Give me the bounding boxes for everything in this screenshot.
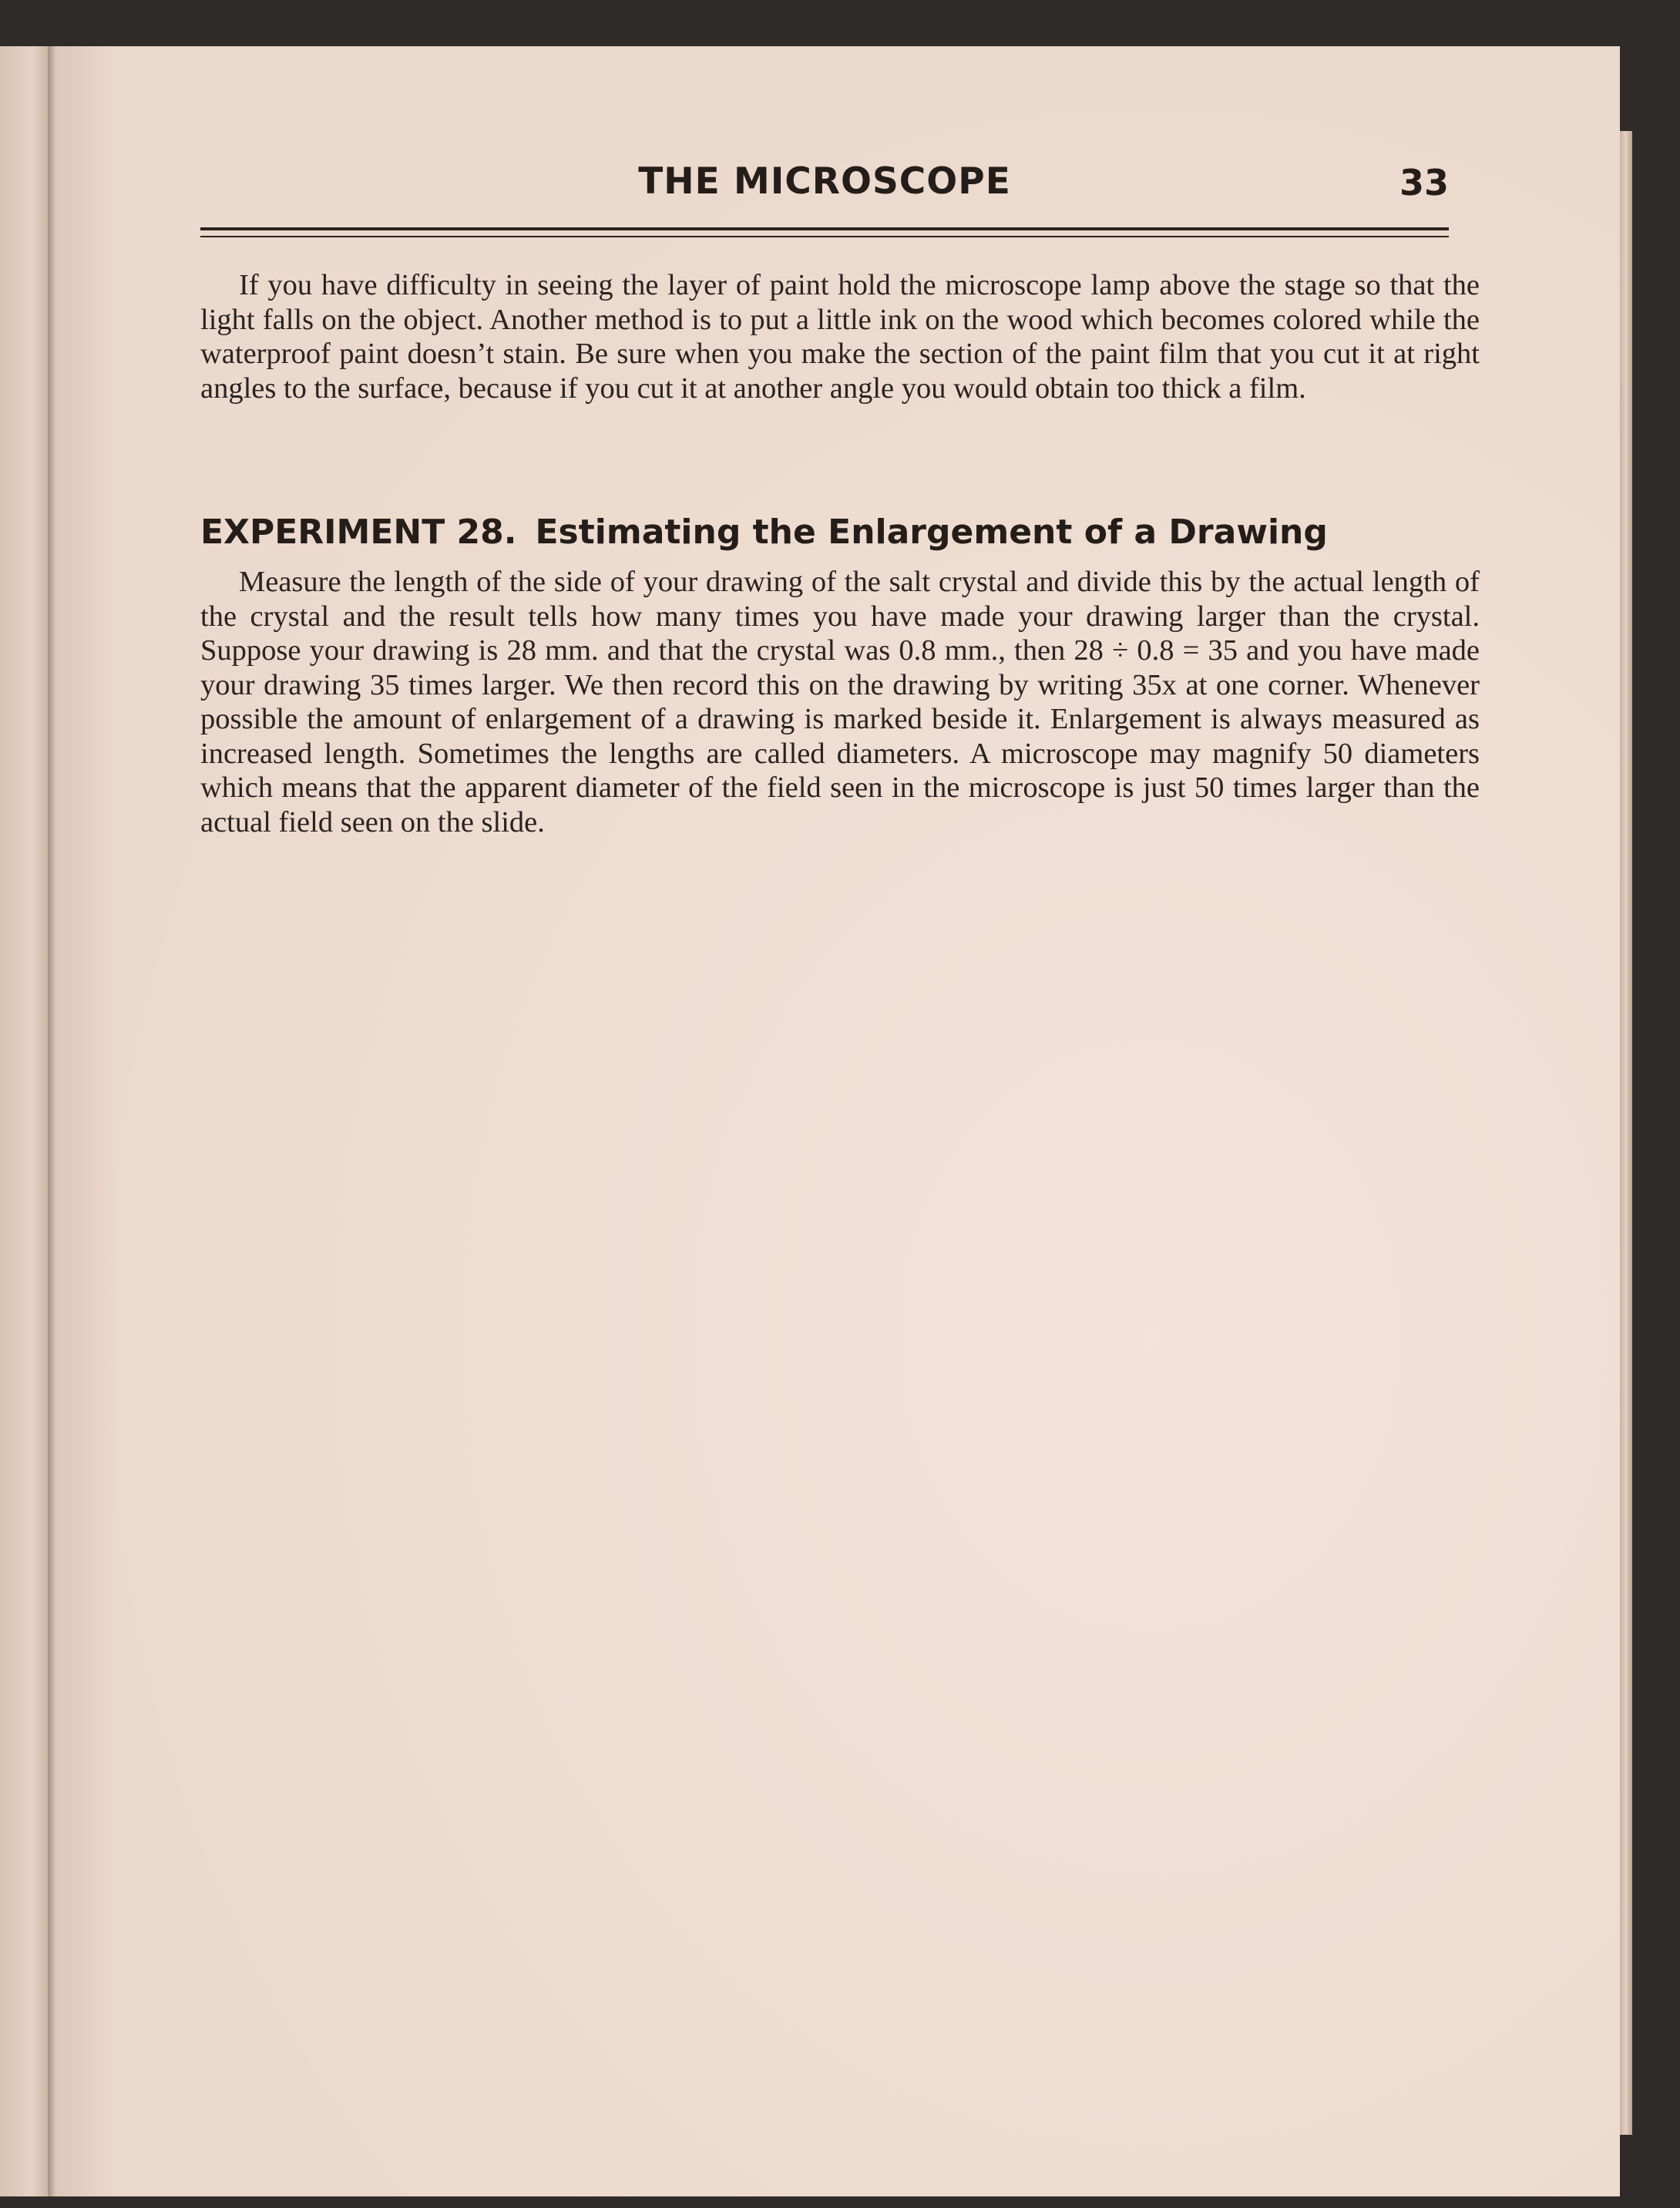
experiment-paragraph: Measure the length of the side of your drawing of the salt crystal and divide this by the actual length of the crystal and the result tells how many times you have made your drawing larger than the crystal. Suppose your drawing is 28 mm. and that the crystal was 0.8 mm., then 28 ÷ 0.8 = 35 and you have made your drawing 35 times larger. We then record this on the drawing by writing 35x at one corner. Whenever possible the amount of enlargement of a drawing is marked beside it. Enlargement is always measured as increased length. Sometimes the lengths are called diameters. A microscope may magnify 50 diameters which means that the apparent diameter of the field seen in the microscope is just 50 times larger than the actual field seen on the slide.	[200, 566, 1480, 839]
experiment-label: EXPERIMENT 28.	[200, 513, 517, 552]
intro-paragraph: If you have difficulty in seeing the layer of paint hold the microscope lamp above the stage so that the light falls on the object. Another method is to put a little ink on the wood which becomes colored while the waterproof paint doesn’t stain. Be sure when you make the section of the paint film that you cut it at right angles to the surface, because if you cut it at another angle you would obtain too thick a film.	[200, 269, 1480, 405]
book-gutter	[48, 46, 55, 2196]
intro-paragraph-block	[200, 268, 1480, 405]
left-page-edge	[0, 46, 54, 2196]
experiment-title: Estimating the Enlargement of a Drawing	[535, 513, 1328, 552]
header-rule-thick	[200, 227, 1449, 230]
page-number: 33	[1399, 162, 1449, 203]
running-title: THE MICROSCOPE	[638, 160, 1011, 203]
header-rule-thin	[200, 236, 1449, 237]
page-stack-edge	[1620, 131, 1632, 2135]
running-head	[200, 160, 1449, 214]
experiment-heading	[200, 513, 1480, 552]
experiment-paragraph-block	[200, 565, 1480, 839]
